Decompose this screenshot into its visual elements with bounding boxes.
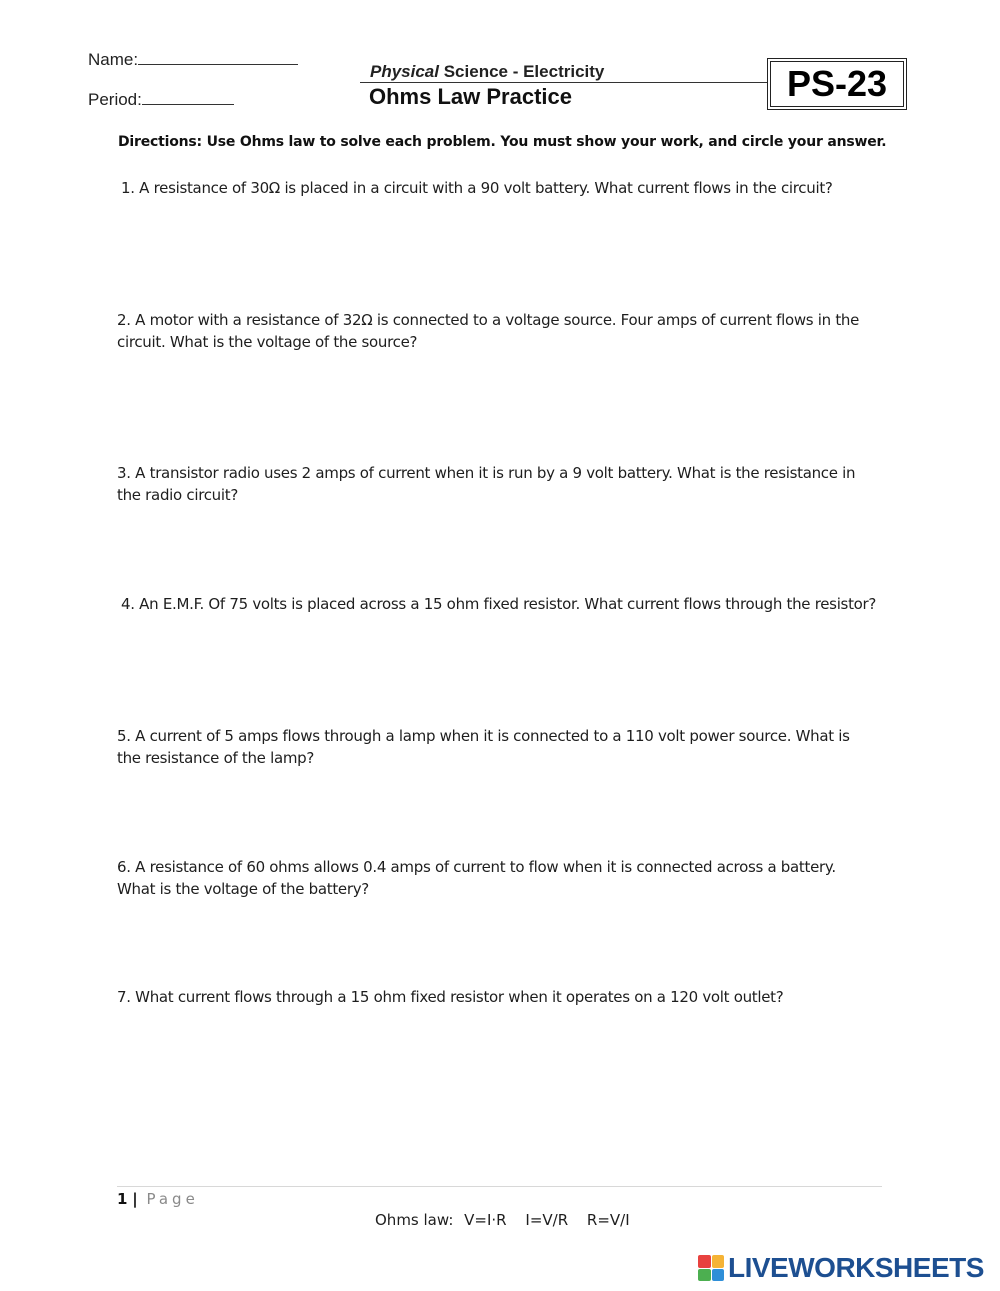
header-divider: [360, 82, 768, 83]
logo-square-2: [712, 1255, 725, 1268]
page-word: Page: [146, 1190, 199, 1208]
logo-square-3: [698, 1269, 711, 1282]
worksheet-code-box: [767, 58, 907, 110]
name-field: [88, 50, 298, 70]
liveworksheets-logo[interactable]: [698, 1253, 984, 1283]
page-title: Ohms Law Practice: [369, 84, 572, 109]
period-blank-line: [142, 90, 234, 105]
question-2: 2. A motor with a resistance of 32Ω is connected to a voltage source. Four amps of current flows in the circuit. What is the voltage of the source?: [117, 311, 860, 351]
question-3: 3. A transistor radio uses 2 amps of current when it is run by a 9 volt battery. What is the resistance in the radio circuit?: [117, 464, 856, 504]
period-label: Period:: [88, 90, 142, 109]
page-number-value: 1: [117, 1190, 128, 1208]
logo-square-1: [698, 1255, 711, 1268]
course-italic: Physical: [370, 62, 439, 81]
name-blank-line: [138, 50, 298, 65]
page-separator: |: [132, 1190, 138, 1208]
formula-r: R=V/I: [586, 1211, 630, 1229]
page-number: [117, 1190, 199, 1208]
formula-v: V=I·R: [464, 1211, 507, 1229]
question-7: 7. What current flows through a 15 ohm fixed resistor when it operates on a 120 volt outlet?: [117, 988, 784, 1006]
directions: Directions: Use Ohms law to solve each problem. You must show your work, and circle your answer.: [118, 134, 887, 150]
formula-label: Ohms law:: [375, 1211, 454, 1229]
worksheet-code: PS-23: [770, 61, 904, 107]
footer-divider: [117, 1186, 882, 1187]
question-4: 4. An E.M.F. Of 75 volts is placed across a 15 ohm fixed resistor. What current flows through the resistor?: [121, 595, 877, 613]
question-5: 5. A current of 5 amps flows through a lamp when it is connected to a 110 volt power source. What is the resistance of the lamp?: [117, 727, 850, 767]
period-field: [88, 90, 234, 110]
logo-square-4: [712, 1269, 725, 1282]
liveworksheets-icon: [698, 1255, 724, 1281]
formula-i: I=V/R: [525, 1211, 569, 1229]
liveworksheets-text: LIVEWORKSHEETS: [728, 1252, 984, 1283]
question-6: 6. A resistance of 60 ohms allows 0.4 amps of current to flow when it is connected across a battery. What is the voltage of the battery?: [117, 858, 836, 898]
course-title: [370, 62, 604, 82]
course-rest: Science - Electricity: [439, 62, 605, 81]
name-label: Name:: [88, 50, 139, 69]
ohms-law-formulas: [375, 1211, 644, 1229]
question-1: 1. A resistance of 30Ω is placed in a circuit with a 90 volt battery. What current flows in the circuit?: [121, 179, 833, 197]
